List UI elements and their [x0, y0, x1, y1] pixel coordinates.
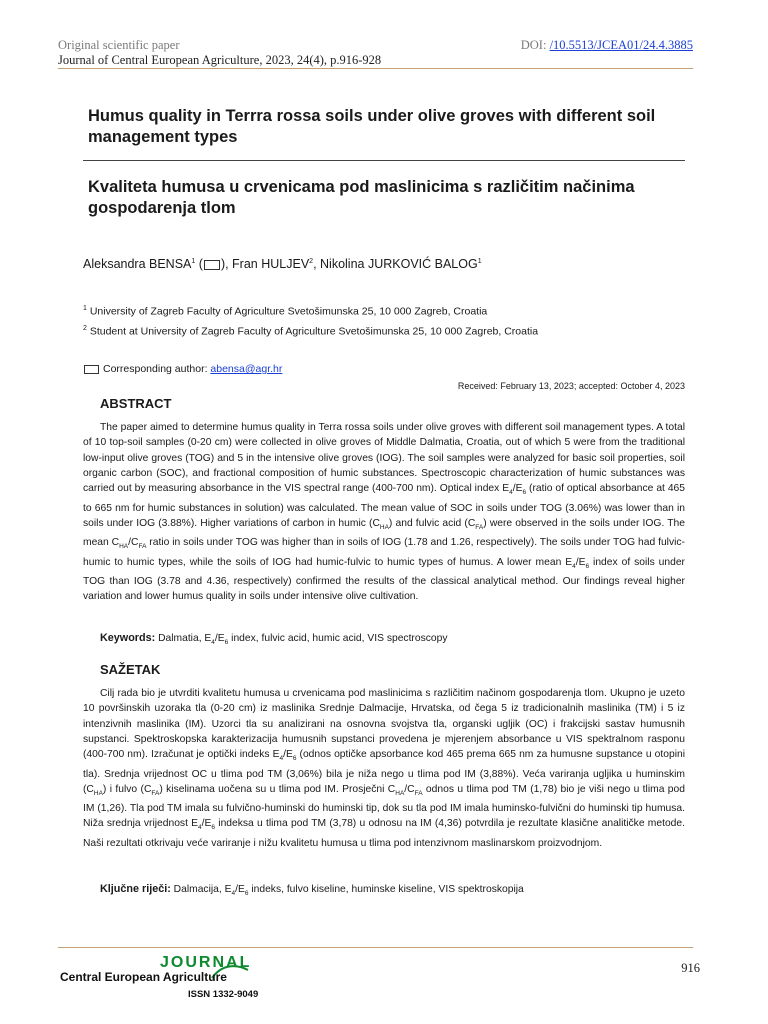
title-english: Humus quality in Terrra rossa soils under olive groves with different soil management types: [88, 107, 656, 146]
corresponding-author: [83, 363, 282, 375]
author-3: Nikolina JURKOVIĆ BALOG: [320, 257, 478, 271]
affiliation-1-number: 1: [83, 305, 87, 312]
affiliation-2-number: 2: [83, 325, 87, 332]
kljucne-rijeci: Ključne riječi: Dalmacija, $E_4/E_6$ indeks, fulvo kiseline, huminske kiseline, VIS spektroskopija: [100, 883, 524, 898]
paper-type: Original scientific paper: [58, 38, 180, 52]
issn: ISSN 1332-9049: [188, 989, 259, 1000]
doi-label: DOI:: [520, 38, 547, 52]
envelope-icon: [204, 260, 220, 270]
journal-logo: [60, 952, 290, 1004]
affiliation-1: [83, 305, 487, 318]
header-rule: [58, 68, 693, 69]
abstract-text: The paper aimed to determine humus quality in Terra rossa soils under olive groves with different soil management types. A total of 10 top-soil samples (0-20 cm) were collected in olive groves of Middle Dalmatia, Croatia, out of which 5 were from the traditional low-input olive groves (TOG) and 5 in the intensive olive groves (IOG). The soil samples were analyzed for basic soil properties, soil organic carbon (SOC), and fractional composition of humic substances. Spectroscopic characterization of humic substances was carried out by measuring absorbance in the VIS spectral range (400-700 nm). Optical index $E_4/E_6$ (ratio of optical absorbance at 465 to 665 nm for humic substances in solution) was calculated. The mean value of SOC in soils under TOG (3.06%) was lower than in soils under IOG (3.88%). Higher variations of carbon in humic $(C_{HA})$ and fulvic acid $(C_{FA})$ were observed in the soils under IOG. The mean $C_{HA}/C_{FA}$ ratio in soils under TOG was higher than in soils of IOG (1.78 and 1.26, respectively). The soils under TOG had fulvic-humic to humic types, while the soils of IOG had humic-fulvic to humic types of humus. A lower mean $E_4/E_6$ index of soils under TOG than IOG (3.78 and 4.36, respectively) confirmed the results of the classical analytical method. Our findings reveal higher variation and lower humus quality in soils under intensive olive cultivation.: [83, 422, 686, 603]
received-dates: Received: February 13, 2023; accepted: October 4, 2023: [457, 381, 685, 391]
kljucne-label: Ključne riječi:: [100, 883, 171, 895]
corresponding-label: Corresponding author:: [103, 363, 211, 375]
affiliation-1-text: University of Zagreb Faculty of Agriculture Svetošimunska 25, 10 000 Zagreb, Croatia: [89, 305, 488, 318]
affiliation-2: [83, 325, 538, 338]
author-2: Fran HULJEV: [232, 257, 310, 271]
paren-close: ),: [220, 257, 233, 271]
footer-rule: [58, 947, 693, 948]
author-separator: ,: [313, 257, 321, 271]
author-1-affiliation: 1: [191, 257, 196, 265]
affiliation-2-text: Student at University of Zagreb Faculty of Agriculture Svetošimunska 25, 10 000 Zagreb, Croatia: [89, 325, 539, 338]
logo-journal-name: Central European Agriculture: [60, 970, 227, 984]
abstract-heading: ABSTRACT: [100, 396, 172, 411]
page-number: 916: [681, 961, 700, 975]
sazetak-text: Cilj rada bio je utvrditi kvalitetu humusa u crvenicama pod maslinicima s različitim načinom gospodarenja tlom. Ukupno je uzeto 10 površinskih uzoraka tla (0-20 cm) iz maslinika Srednje Dalmacije, Hrvatska, od čega 5 iz tradicionalnih maslinika (TM) i 5 iz intenzivnih maslinika (IM). Uzorci tla su analizirani na osnovna svojstva tla, organski ugljik (OC) i frakcijski sastav humusnih supstanci. Spektroskopska karakterizacija humusnih supstanci provedena je mjerenjem absorbance u VIS spektralnom rasponu (400-700 nm). Izračunat je optički indeks $E_4/E_6$ (odnos optičke apsorbance kod 465 prema 665 nm za humusne supstance u otopini tla). Srednja vrijednost OC u tlima pod TM (3,06%) bila je niža nego u tlima pod IM (3,88%). Veća variranja ugljika u huminskim $(C_{HA})$ i fulvo $(C_{FA})$ kiselinama uočena su u tlima pod IM. Prosječni $C_{HA}/C_{FA}$ odnos u tlima pod TM (1,78) bio je viši nego u tlima pod IM (1,26). Tla pod TM imala su fulvično-huminski do huminski tip, dok su tla pod IM imala huminsko-fulvični do huminski tip humusa. Niža srednja vrijednost $E_4/E_6$ indeksa u tlima pod TM (3,78) u odnosu na IM (4,36) potvrdila je rezultate klasične analitičke metode. Naši rezultati otkrivaju veće variranje i nižu kvalitetu humusa u tlima pod intenzivnom maslinarskom proizvodnjom.: [83, 688, 685, 849]
author-list: [83, 257, 482, 271]
journal-citation: Journal of Central European Agriculture, 2023, 24(4), p.916-928: [58, 53, 382, 67]
sazetak-heading: SAŽETAK: [100, 662, 161, 677]
doi-link[interactable]: /10.5513/JCEA01/24.4.3885: [549, 38, 693, 52]
corresponding-email-link[interactable]: abensa@agr.hr: [210, 363, 283, 375]
paren-open: (: [195, 257, 203, 271]
doi: [521, 38, 693, 53]
keywords: Keywords: Dalmatia, $E_4/E_6$ index, fulvic acid, humic acid, VIS spectroscopy: [100, 632, 448, 647]
logo-journal-word: JOURNAL: [160, 954, 252, 971]
keywords-label: Keywords:: [100, 632, 156, 644]
author-3-affiliation: 1: [477, 257, 482, 265]
title-divider: [83, 160, 685, 161]
author-1: Aleksandra BENSA: [83, 257, 192, 271]
title-croatian: Kvaliteta humusa u crvenicama pod maslinicima s različitim načinima gospodarenja tlom: [88, 178, 635, 217]
author-2-affiliation: 2: [309, 257, 314, 265]
running-header: [58, 38, 381, 68]
envelope-icon: [84, 365, 99, 374]
